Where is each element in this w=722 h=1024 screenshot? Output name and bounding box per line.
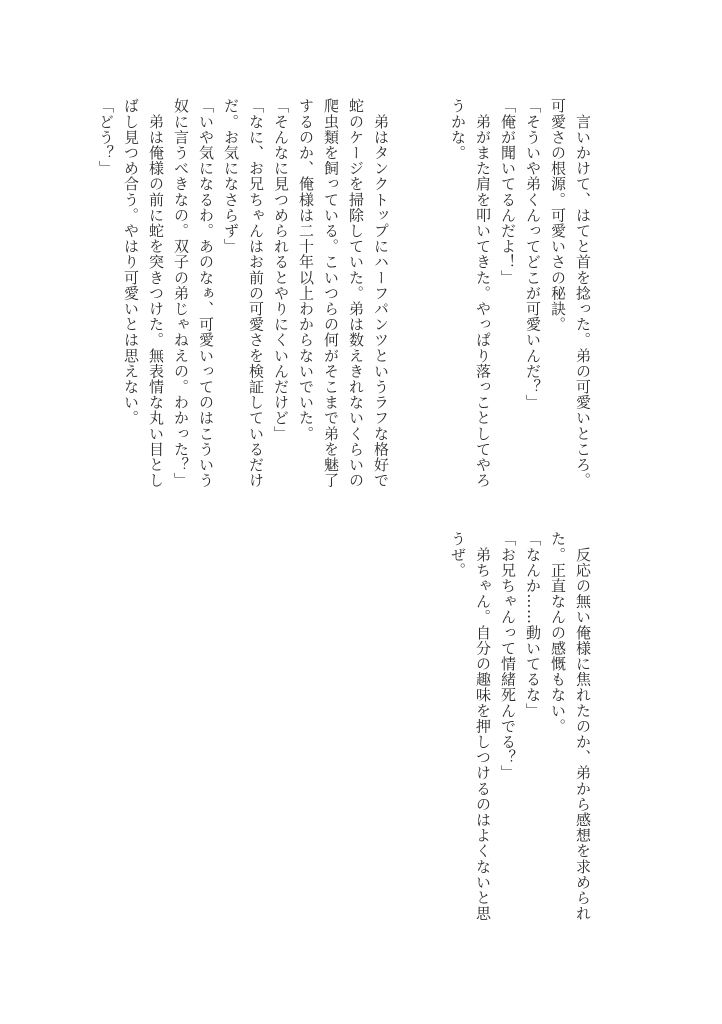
text-line: 蛇のケージを掃除していた。弟は数えきれないくらいの xyxy=(347,98,365,488)
text-line: 弟がまた肩を叩いてきた。やっぱり落っことしてやろ xyxy=(474,98,492,488)
text-line: 「お兄ちゃんって情緒死んでる？」 xyxy=(499,531,517,781)
text-line: ばし見つめ合う。やはり可愛いとは思えない。 xyxy=(122,98,140,426)
text-line: 弟は俺様の前に蛇を突きつけた。無表情な丸い目とし xyxy=(147,98,165,488)
text-line: 「どう？」 xyxy=(97,98,115,176)
text-line: うかな。 xyxy=(449,98,467,161)
text-block-top-left xyxy=(93,98,393,498)
text-line: 可愛さの根源。可愛いさの秘訣。 xyxy=(549,98,567,332)
text-line: 弟はタンクトップにハーフパンツというラフな格好で xyxy=(372,98,390,488)
text-line: 「そういや弟くんってどこが可愛いんだ？」 xyxy=(524,98,542,410)
text-line: 「俺が聞いてるんだよ！」 xyxy=(499,98,517,286)
text-block-top-right xyxy=(445,98,595,498)
text-line: うぜ。 xyxy=(449,531,467,578)
text-line: するのか、俺様は二十年以上わからないでいた。 xyxy=(297,98,315,442)
text-line: 反応の無い俺様に焦れたのか、弟から感想を求められ xyxy=(574,531,592,921)
text-line: だ。お気になさらず」 xyxy=(222,98,240,254)
text-line: 「なんか……動いてるな」 xyxy=(524,531,542,719)
text-line: 「なに、お兄ちゃんはお前の可愛さを検証しているだけ xyxy=(247,98,265,488)
text-line: 言いかけて、はてと首を捻った。弟の可愛いところ。 xyxy=(574,98,592,488)
text-line: た。正直なんの感慨もない。 xyxy=(549,531,567,734)
text-block-bottom-right xyxy=(445,531,595,931)
text-line: 「いや気になるわ。あのなぁ、可愛いってのはこういう xyxy=(197,98,215,488)
text-line: 「そんなに見つめられるとやりにくいんだけど」 xyxy=(272,98,290,442)
text-line: 弟ちゃん。自分の趣味を押しつけるのはよくないと思 xyxy=(474,531,492,921)
text-line: 奴に言うべきなの。双子の弟じゃねえの。わかった？」 xyxy=(172,98,190,488)
text-line: 爬虫類を飼っている。こいつらの何がそこまで弟を魅了 xyxy=(322,98,340,488)
